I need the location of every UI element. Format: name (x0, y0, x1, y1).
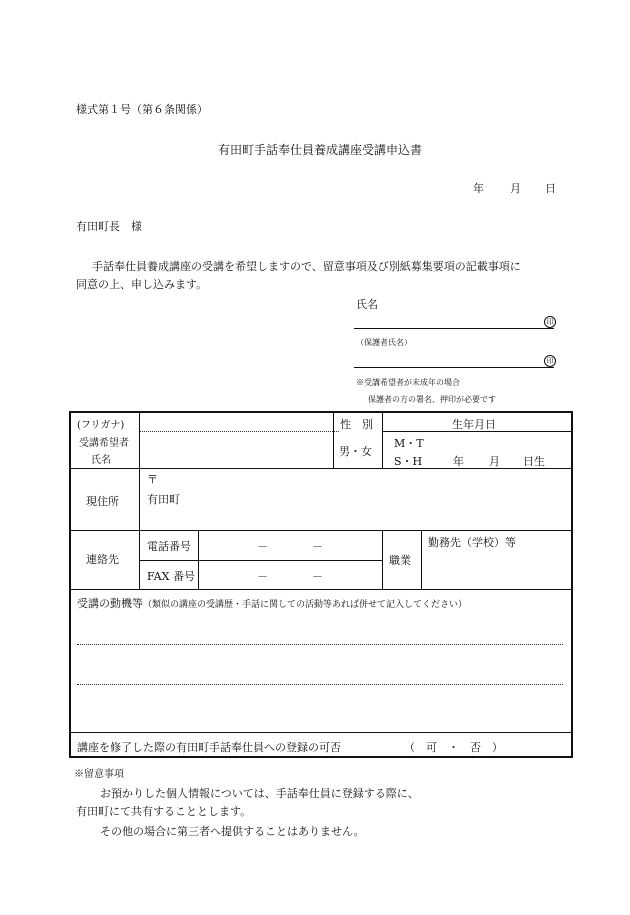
guardian-seal-mark: 印 (544, 355, 556, 367)
notes-line-1: お預かりした個人情報については、手話奉仕員に登録する際に、 (100, 787, 419, 800)
col-divider-gender-right (382, 413, 383, 468)
notes-heading: ※留意事項 (74, 769, 124, 780)
notes-line-3: その他の場合に第三者へ提供することはありません。 (100, 825, 365, 838)
date-year-label: 年 (473, 182, 484, 195)
applicant-label-1: 受講希望者 (79, 438, 129, 449)
date-day-label: 日 (545, 182, 556, 195)
guardian-name-label: （保護者氏名） (356, 338, 412, 347)
era-options-1[interactable]: M・T (394, 437, 424, 450)
motive-line-1[interactable] (77, 644, 563, 645)
furigana-divider (139, 431, 339, 432)
gender-header: 性 別 (340, 418, 373, 431)
body-text-line-2: 同意の上、申し込みます。 (76, 278, 208, 291)
era-options-2[interactable]: S・H (394, 455, 423, 468)
row-divider-3 (71, 589, 571, 590)
occupation-label: 職業 (389, 554, 411, 567)
row-divider-2 (71, 530, 571, 531)
page-title: 有田町手話奉仕員養成講座受講申込書 (218, 143, 423, 157)
body-text-line-1: 手話奉仕員養成講座の受講を希望しますので、留意事項及び別紙募集要項の記載事項に (92, 260, 521, 273)
notes-line-2: 有田町にて共有することとします。 (76, 805, 252, 818)
guardian-signature-line[interactable] (354, 367, 554, 368)
birth-year-label: 年 (453, 455, 464, 468)
fax-number-field[interactable]: － － (257, 570, 323, 583)
motive-label: 受講の動機等 (77, 597, 143, 610)
workplace-label: 勤務先（学校）等 (428, 536, 516, 549)
col-divider-gender-left (333, 413, 334, 468)
seal-mark: 印 (544, 316, 556, 328)
registration-options[interactable]: （ 可 ・ 否 ） (404, 741, 503, 754)
contact-label: 連絡先 (86, 553, 119, 566)
col-divider-contact (139, 530, 140, 589)
col-divider-occupation-right (421, 530, 422, 589)
postal-mark: 〒 (147, 473, 158, 486)
phone-label: 電話番号 (147, 540, 191, 553)
application-table (69, 411, 573, 758)
birth-date-header: 生年月日 (452, 418, 496, 431)
col-divider-name (139, 413, 140, 468)
guardian-note: 保護者の方の署名、押印が必要です (368, 395, 496, 404)
gender-options[interactable]: 男・女 (339, 445, 372, 458)
addressee: 有田町長 様 (76, 220, 142, 233)
motive-note: （類似の講座の受講歴・手話に関しての活動等あれば併せて記入してください） (143, 600, 468, 610)
birth-month-label: 月 (489, 455, 500, 468)
col-divider-address (139, 468, 140, 530)
motive-line-2[interactable] (77, 684, 563, 685)
phone-number-field[interactable]: － － (257, 540, 323, 553)
col-divider-phone-label (198, 530, 199, 589)
name-label: 氏名 (356, 298, 378, 311)
form-number: 様式第１号（第６条関係） (76, 103, 208, 116)
name-signature-line[interactable] (354, 328, 554, 329)
furigana-label: (フリガナ) (77, 420, 125, 431)
address-value[interactable]: 有田町 (147, 493, 180, 506)
date-month-label: 月 (510, 182, 521, 195)
phone-fax-divider (139, 560, 382, 561)
row-divider-4 (71, 732, 571, 733)
minor-note: ※受講希望者が未成年の場合 (356, 378, 460, 387)
applicant-label-2: 氏名 (91, 455, 111, 466)
registration-question: 講座を修了した際の有田町手話奉仕員への登録の可否 (77, 741, 341, 754)
col-divider-occupation-left (382, 530, 383, 589)
birth-day-label: 日生 (523, 455, 545, 468)
motive-section (77, 595, 467, 611)
address-label: 現住所 (86, 495, 119, 508)
fax-label: FAX 番号 (147, 570, 195, 583)
